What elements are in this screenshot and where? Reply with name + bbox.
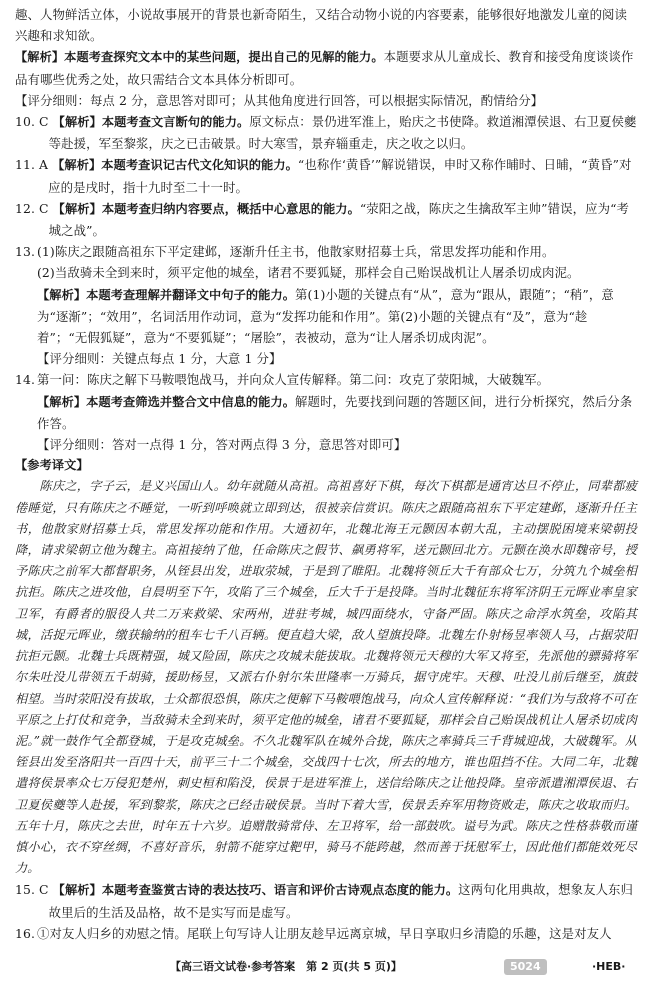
q9-analysis	[15, 46, 637, 89]
analysis-focus: 本题考查鉴赏古诗的表达技巧、语言和评价古诗观点态度的能力。	[101, 883, 459, 898]
question-14	[15, 369, 637, 455]
question-number: 14.	[15, 372, 36, 388]
analysis-text: 第(1)小题的关键点有“从”，意为“跟从，跟随”；“稍”，意为“逐渐”；“效用”，名词活用作动词，意为“发挥功能和作用”。第(2)小题的关键点有“及”，意为“趁着”；“无假狐疑”，意为“不要狐疑”；“屠脍”，表被动，意为“让人屠杀切成肉泥”。	[37, 286, 614, 346]
analysis-focus: 本题考查文言断句的能力。	[101, 115, 250, 130]
footer-region-code: ·HEB·	[592, 960, 626, 973]
question-13	[15, 241, 637, 369]
analysis-focus: 本题考查归纳内容要点，概括中心意思的能力。	[101, 201, 360, 216]
analysis-focus: 本题考查筛选并整合文中信息的能力。	[86, 394, 296, 409]
question-11	[15, 154, 637, 197]
question-number: 10. C	[15, 114, 49, 130]
analysis-text: “也称作‘黄昏’”解说错误，申时又称作晡时、日晡，“黄昏”对应的是戌时，指十九时至二十一时。	[48, 157, 632, 195]
question-number: 15. C	[15, 882, 49, 898]
reference-translation-title: 【参考译文】	[15, 458, 89, 473]
q13-part-1: (1)陈庆之跟随高祖东下平定建邺，逐渐升任主书，他散家财招募士兵，常思发挥功能和作用。	[37, 244, 555, 260]
question-number: 12. C	[15, 200, 49, 216]
q14-answer-text: 第一问：陈庆之解下马鞍喂饱战马，并向众人宣传解释。第二问：攻克了荥阳城，大破魏军。	[37, 372, 550, 388]
question-answer	[49, 111, 637, 154]
analysis-tag: 【解析】	[52, 883, 102, 898]
analysis-focus: 本题考查探究文本中的某些问题，提出自己的见解的能力。	[64, 50, 384, 65]
analysis-tag: 【解析】	[52, 158, 102, 173]
page-footer	[0, 955, 652, 979]
q9-scoring-rule: 【评分细则：每点 2 分，意思答对即可；从其他角度进行回答，可以根据实际情况，酌情给分】	[15, 92, 544, 108]
q14-analysis	[37, 391, 637, 434]
analysis-text: 解题时，先要找到问题的答题区间，进行分析探究，然后分条作答。	[37, 393, 633, 431]
analysis-text: 原文标点：景仍进军淮上，贻庆之书使降。救道湘潭侯退、右卫夏侯夔等赴援，军至黎浆，庆之已击破景。时大寒雪，景弃辎重走，庆之收之以归。	[48, 114, 637, 152]
page-content	[15, 4, 637, 944]
question-12	[15, 198, 637, 241]
footer-page-info: 【高三语文试卷·参考答案 第 2 页(共 5 页)】	[170, 960, 402, 973]
analysis-tag: 【解析】	[37, 394, 87, 409]
analysis-tag: 【解析】	[52, 201, 102, 216]
analysis-focus: 本题考查识记古代文化知识的能力。	[101, 158, 298, 173]
question-15	[15, 879, 637, 922]
question-number: 11. A	[15, 157, 49, 173]
analysis-text: 这两句化用典故，想象友人东归故里后的生活及品格，故不是实写而是虚写。	[48, 882, 634, 920]
question-answer	[49, 879, 637, 922]
question-10	[15, 111, 637, 154]
q9-continued-text: 趣、人物鲜活立体，小说故事展开的背景也新奇陌生，又结合动物小说的内容要素，能够很好地激发儿童的阅读兴趣和求知欲。	[15, 7, 628, 44]
reference-translation-text: 陈庆之，字子云，是义兴国山人。幼年就随从高祖。高祖喜好下棋，每次下棋都是通宵达旦不停止，同辈都疲倦睡觉，只有陈庆之不睡觉，一听到呼唤就立即到达，很被亲信赏识。陈庆之跟随高祖东下平定建邺，逐渐升任主书，他散家财招募士兵，常思发挥功能和作用。大通初年，北魏北海王元颢因本朝大乱，主动摆脱困境来梁朝投降，请求梁朝立他为魏主。高祖接纳了他，任命陈庆之假节、飙勇将军，送元颢回北方。元颢在涣水即魏帝号，授予陈庆之前军大都督职务，从铚县出发，进取荥城，于是到了睢阳。北魏将领丘大千有部众七万，分筑九个城垒相抗拒。陈庆之进攻他，自晨明至下午，攻陷了三个城垒，丘大千于是投降。当时北魏征东将军济阴王元晖业率皇家卫军，有爵者的服役人共二万来救梁、宋两州，进驻考城，城四面绕水，守备严固。陈庆之命浮水筑垒，攻陷其城，活捉元晖业，缴获输纳的租车七千八百辆。便直趋大梁，敌人望旗投降。北魏左仆射杨昱率领人马，占据荥阳抗拒元颢。北魏士兵既精强，城又险固，陈庆之攻城未能拔取。北魏将领元天穆的大军又将至，先派他的骠骑将军尔朱吐没儿带领五千胡骑，援助杨昱，又派右仆射尔朱世隆率一万骑兵，据守虎牢。天穆、吐没儿前后继至，旗鼓相望。当时荥阳没有拔取，士众都很恐惧，陈庆之便解下马鞍喂饱战马，向众人宣传解释说：“我们为与敌将不可在平原之上打仗和竞争，当敌骑未全到来时，须平定他的城垒，诸君不要狐疑，那样会自己贻误战机让人屠杀切成肉泥。”就一鼓作气全都登城，于是攻克城垒。不久北魏军队在城外合拢，陈庆之率骑兵三千背城迎战，大破魏军。从铚县出发至洛阳共一百四十天，前平三十二个城垒，交战四十七次，所去的地方，谁也阻挡不住。大同二年，北魏遣将侯景率众七万侵犯楚州，刺史桓和陷没，侯景于是进军淮上，送信给陈庆之让他投降。皇帝派遣湘潭侯退、右卫夏侯夔等人赴援，军到黎浆，陈庆之已经击破侯景。当时下着大雪，侯景丢弃军用物资败走，陈庆之收取而归。五年十月，陈庆之去世，时年五十六岁。追赠散骑常侍、左卫将军，给一部鼓吹。谥号为武。陈庆之性格恭敬而谨慎小心，衣不穿丝绸，不喜好音乐，射箭不能穿过靶甲，骑马不能跨越，然而善于抚慰军士，因此他们都能效死尽力。	[15, 479, 637, 876]
q13-analysis	[37, 284, 637, 349]
q13-part-2: (2)当敌骑未全到来时，须平定他的城垒，诸君不要狐疑，那样会自己贻误战机让人屠杀切成肉泥。	[37, 265, 580, 281]
q14-scoring-rule: 【评分细则：答对一点得 1 分，答对两点得 3 分，意思答对即可】	[37, 437, 407, 453]
analysis-tag: 【解析】	[15, 50, 65, 65]
question-answer	[37, 241, 637, 369]
question-answer: ①对友人归乡的劝慰之情。尾联上句写诗人让朋友趁早远离京城，早日享取归乡清隐的乐趣，这是对友人	[37, 925, 612, 941]
question-number: 13.	[15, 244, 36, 260]
footer-code-badge: 5024	[504, 959, 547, 975]
q13-scoring-rule: 【评分细则：关键点每点 1 分，大意 1 分】	[37, 351, 282, 367]
question-answer	[49, 198, 637, 241]
analysis-tag: 【解析】	[37, 287, 87, 302]
analysis-tag: 【解析】	[52, 115, 102, 130]
question-answer	[37, 369, 637, 455]
question-number: 16.	[15, 925, 36, 941]
analysis-focus: 本题考查理解并翻译文中句子的能力。	[86, 287, 296, 302]
question-16	[15, 923, 637, 944]
analysis-text: 本题要求从儿童成长、教育和接受角度谈谈作品有哪些优秀之处，故只需结合文本具体分析即可。	[15, 49, 634, 87]
question-answer	[48, 154, 637, 197]
analysis-text: “荥阳之战，陈庆之生擒敌军主帅”错误，应为“考城之战”。	[48, 200, 629, 239]
